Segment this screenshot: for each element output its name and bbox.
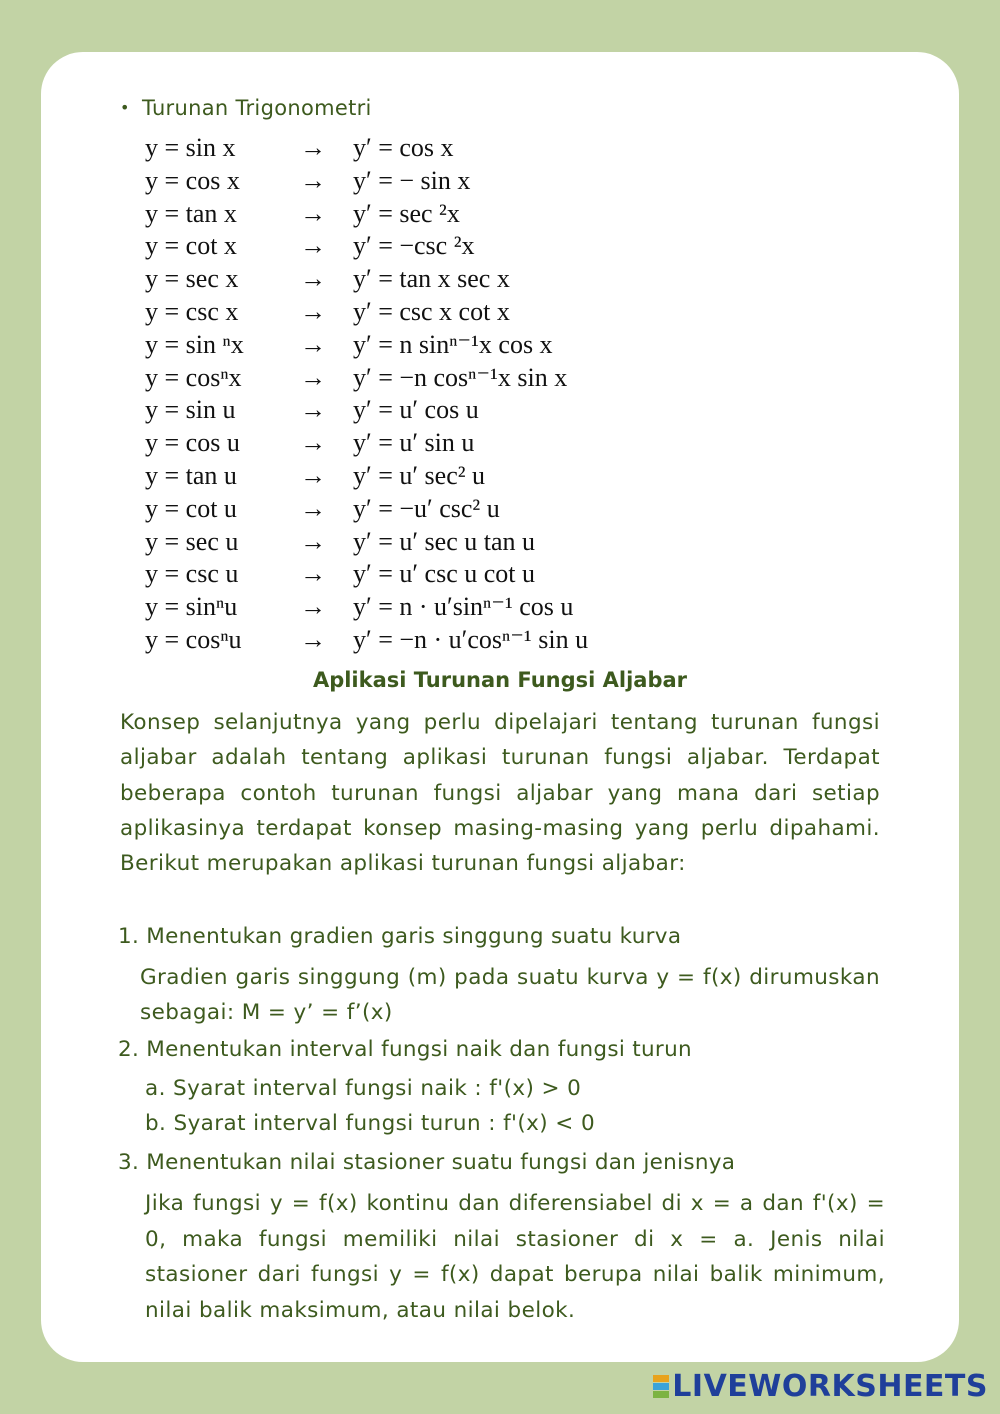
- item-2-sub-b: b. Syarat interval fungsi turun : f'(x) < 0: [145, 1111, 596, 1136]
- arrow-icon: →: [300, 559, 326, 589]
- formula-rhs: y′ = tan x sec x: [353, 264, 510, 294]
- liveworksheets-logo[interactable]: [653, 1369, 988, 1404]
- formula-rhs: y′ = u′ sin u: [353, 428, 475, 458]
- arrow-icon: →: [300, 592, 326, 622]
- formula-rhs: y′ = −n cosⁿ⁻¹x sin x: [353, 362, 568, 392]
- formula-rhs: y′ = n · u′sinⁿ⁻¹ cos u: [353, 592, 574, 622]
- formula-rhs: y′ = cos x: [353, 133, 454, 162]
- arrow-icon: →: [300, 362, 326, 392]
- formula-lhs: y = cosⁿu: [145, 624, 242, 654]
- formula-lhs: y = cot x: [145, 231, 237, 261]
- arrow-icon: →: [300, 329, 326, 359]
- arrow-icon: →: [300, 395, 326, 425]
- arrow-icon: →: [300, 460, 326, 490]
- arrow-icon: →: [300, 296, 326, 326]
- arrow-icon: →: [300, 428, 326, 458]
- arrow-icon: →: [300, 264, 326, 294]
- item-2-sub-a: a. Syarat interval fungsi naik : f'(x) > 0: [145, 1076, 582, 1101]
- formula-rhs: y′ = −n · u′cosⁿ⁻¹ sin u: [353, 624, 589, 654]
- formula-rhs: y′ = u′ sec² u: [353, 460, 486, 490]
- formula-lhs: y = cosⁿx: [145, 362, 242, 392]
- arrow-icon: →: [300, 165, 326, 195]
- formula-rhs: y′ = csc x cot x: [353, 296, 510, 326]
- section-title: Aplikasi Turunan Fungsi Aljabar: [312, 668, 688, 692]
- bullet-heading: Turunan Trigonometri: [142, 96, 372, 120]
- arrow-icon: →: [300, 133, 326, 162]
- formula-lhs: y = cot u: [145, 493, 237, 523]
- formula-rhs: y′ = sec ²x: [353, 198, 460, 228]
- formula-rhs: y′ = u′ csc u cot u: [353, 559, 535, 589]
- arrow-icon: →: [300, 493, 326, 523]
- formula-lhs: y = tan x: [145, 198, 237, 228]
- formula-rhs: y′ = n sinⁿ⁻¹x cos x: [353, 329, 553, 359]
- logo-text: LIVEWORKSHEETS: [672, 1369, 988, 1404]
- formula-lhs: y = csc x: [145, 296, 239, 326]
- formula-lhs: y = sinⁿu: [145, 592, 238, 622]
- formula-lhs: y = sec u: [145, 526, 239, 556]
- bullet-icon: •: [120, 98, 130, 117]
- arrow-icon: →: [300, 198, 326, 228]
- item-2-title: 2. Menentukan interval fungsi naik dan fungsi turun: [118, 1037, 692, 1062]
- formula-lhs: y = sin ⁿx: [145, 329, 244, 359]
- bullet-heading-row: [120, 96, 372, 120]
- formula-rhs: y′ = − sin x: [353, 165, 471, 195]
- item-3-body: Jika fungsi y = f(x) kontinu dan diferensiabel di x = a dan f'(x) = 0, maka fungsi memiliki nilai stasioner di x = a. Jenis nilai stasioner dari fungsi y = f(x) dapat berupa nilai balik minimum, nilai balik maksimum, atau nilai belok.: [145, 1191, 885, 1323]
- formula-rhs: y′ = u′ cos u: [353, 395, 479, 425]
- formula-lhs: y = sec x: [145, 264, 239, 294]
- item-1-body: Gradien garis singgung (m) pada suatu kurva y = f(x) dirumuskan sebagai: M = y’ = f’(x): [140, 965, 880, 1025]
- logo-mark-icon: [653, 1375, 669, 1398]
- arrow-icon: →: [300, 231, 326, 261]
- intro-paragraph: Konsep selanjutnya yang perlu dipelajari tentang turunan fungsi aljabar adalah tentang aplikasi turunan fungsi aljabar. Terdapat beberapa contoh turunan fungsi aljabar yang mana dari setiap aplikasinya terdapat konsep masing-masing yang perlu dipahami. Berikut merupakan aplikasi turunan fungsi aljabar:: [120, 710, 880, 877]
- formula-lhs: y = cos x: [145, 165, 240, 195]
- item-1-title: 1. Menentukan gradien garis singgung suatu kurva: [118, 924, 682, 949]
- item-3-title: 3. Menentukan nilai stasioner suatu fungsi dan jenisnya: [118, 1150, 736, 1175]
- formula-rhs: y′ = −u′ csc² u: [353, 493, 500, 523]
- formula-lhs: y = tan u: [145, 460, 237, 490]
- arrow-icon: →: [300, 526, 326, 556]
- formula-lhs: y = cos u: [145, 428, 240, 458]
- arrow-icon: →: [300, 624, 326, 654]
- formula-rhs: y′ = u′ sec u tan u: [353, 526, 535, 556]
- formula-lhs: y = sin x: [145, 133, 236, 162]
- formula-lhs: y = csc u: [145, 559, 239, 589]
- formula-lhs: y = sin u: [145, 395, 236, 425]
- formula-rhs: y′ = −csc ²x: [353, 231, 475, 261]
